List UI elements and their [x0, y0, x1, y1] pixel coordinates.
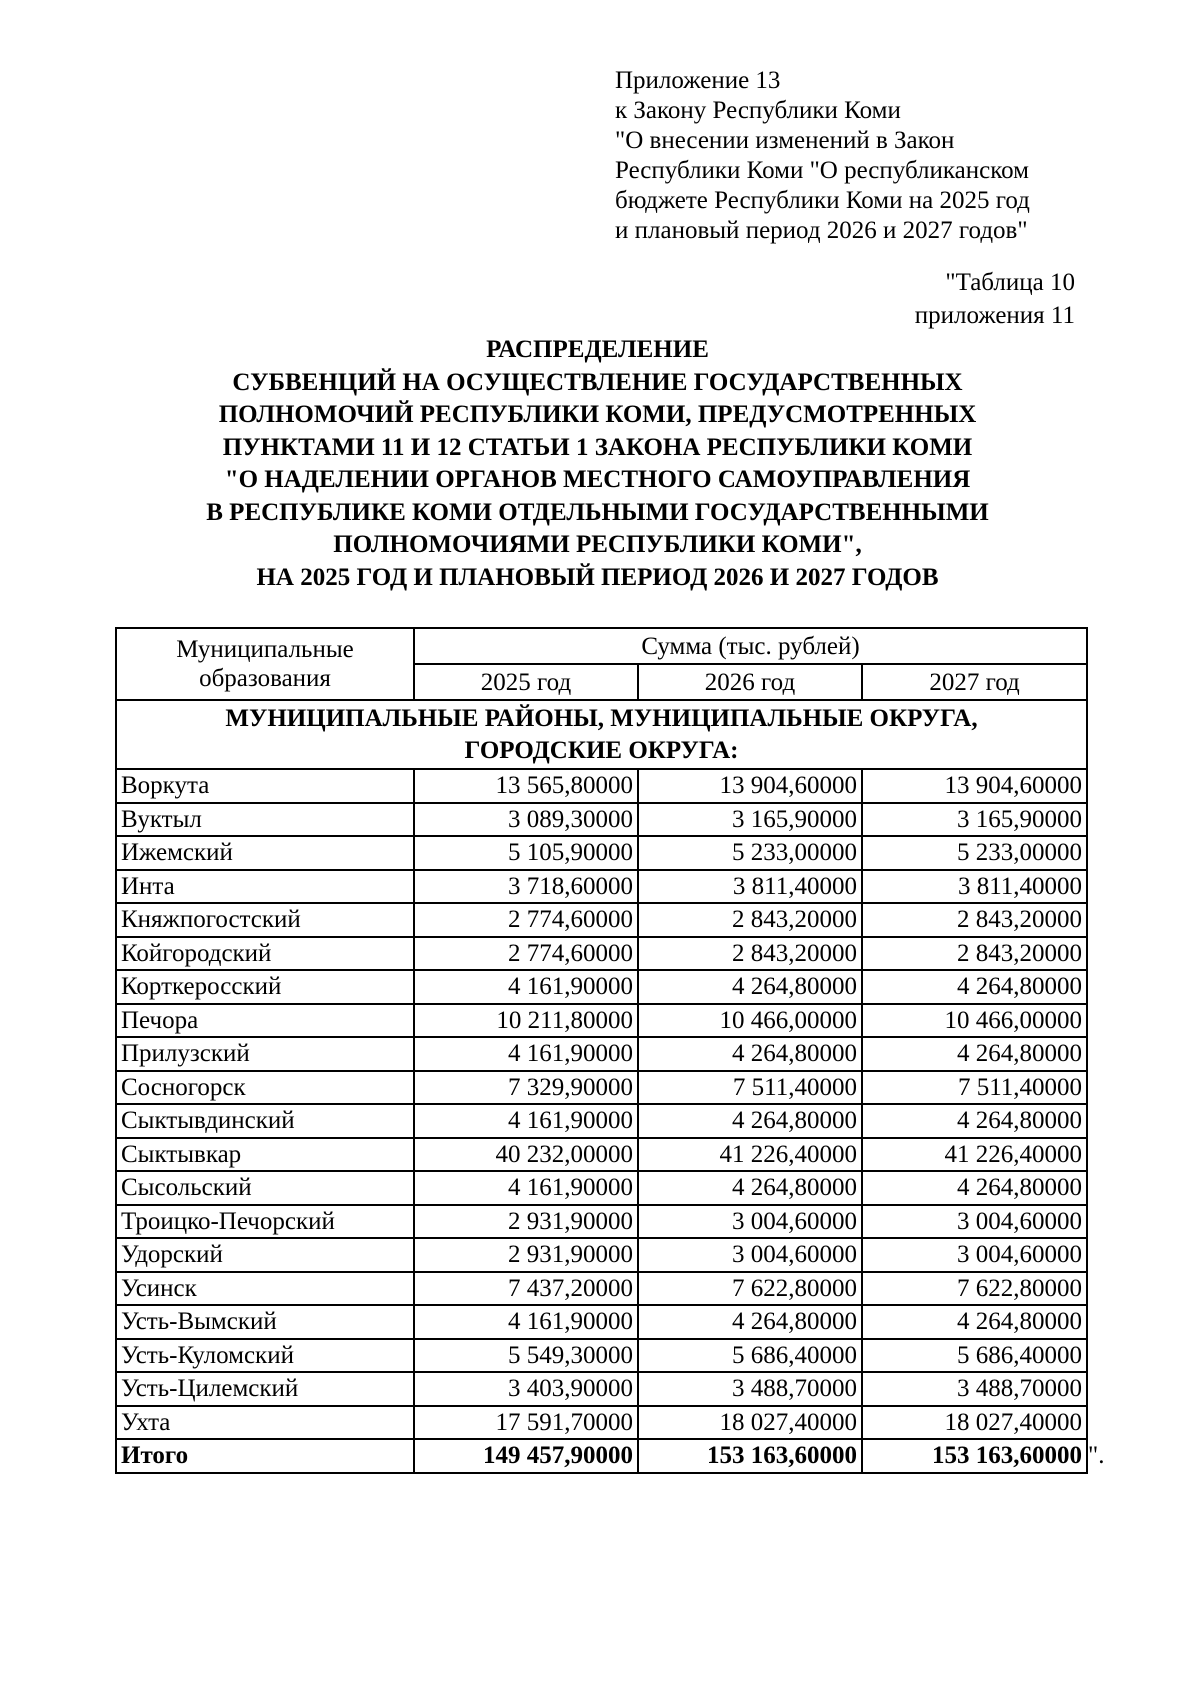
appendix-line: и плановый период 2026 и 2027 годов" [615, 217, 1028, 244]
amount-2026-cell: 2 843,20000 [638, 937, 862, 971]
amount-2026-cell: 3 488,70000 [638, 1372, 862, 1406]
amount-2027-cell: 7 622,80000 [862, 1272, 1087, 1306]
amount-2026-cell: 4 264,80000 [638, 970, 862, 1004]
municipality-name-cell: Воркута [116, 769, 414, 803]
amount-2025-cell: 7 329,90000 [414, 1071, 638, 1105]
amount-2025-cell: 5 549,30000 [414, 1339, 638, 1373]
table-row [116, 1372, 1087, 1406]
table-row [116, 970, 1087, 1004]
year-header: 2026 год [638, 664, 862, 700]
amount-2025-cell: 3 403,90000 [414, 1372, 638, 1406]
municipality-name-cell: Прилузский [116, 1037, 414, 1071]
year-header: 2027 год [862, 664, 1087, 700]
table-row [116, 1104, 1087, 1138]
appendix-line: "О внесении изменений в Закон [615, 127, 955, 154]
table-row [116, 1339, 1087, 1373]
amount-2027-cell: 10 466,00000 [862, 1004, 1087, 1038]
amount-2026-cell: 2 843,20000 [638, 903, 862, 937]
municipality-header-line: образования [199, 665, 331, 692]
amount-2026-cell: 4 264,80000 [638, 1037, 862, 1071]
amount-2027-cell: 4 264,80000 [862, 1305, 1087, 1339]
table-row [116, 803, 1087, 837]
municipality-name-cell: Княжпогостский [116, 903, 414, 937]
table-row [116, 769, 1087, 803]
municipality-name-cell: Троицко-Печорский [116, 1205, 414, 1239]
amount-2025-cell: 149 457,90000 [414, 1439, 638, 1473]
municipality-name-cell: Вуктыл [116, 803, 414, 837]
amount-2027-cell: 13 904,60000 [862, 769, 1087, 803]
municipality-name-cell: Усинск [116, 1272, 414, 1306]
table-row [116, 1238, 1087, 1272]
amount-2025-cell: 10 211,80000 [414, 1004, 638, 1038]
appendix-reference [615, 66, 1175, 246]
amount-2027-cell: 4 264,80000 [862, 1171, 1087, 1205]
municipality-name-cell: Усть-Вымский [116, 1305, 414, 1339]
amount-2025-cell: 2 774,60000 [414, 903, 638, 937]
document-title [110, 334, 1085, 594]
municipality-name-cell: Усть-Куломский [116, 1339, 414, 1373]
appendix-line: бюджете Республики Коми на 2025 год [615, 187, 1030, 214]
municipality-name-cell: Сыктывдинский [116, 1104, 414, 1138]
appendix-line: Республики Коми "О республиканском [615, 157, 1029, 184]
amount-2027-cell: 2 843,20000 [862, 937, 1087, 971]
amount-2025-cell: 3 089,30000 [414, 803, 638, 837]
group-heading-row [116, 700, 1087, 769]
municipality-name-cell: Печора [116, 1004, 414, 1038]
amount-2027-cell: 2 843,20000 [862, 903, 1087, 937]
table-reference-line: приложения 11 [914, 302, 1075, 329]
amount-2027-cell: 4 264,80000 [862, 1037, 1087, 1071]
title-line: РАСПРЕДЕЛЕНИЕ [486, 336, 709, 363]
amount-2026-cell: 3 004,60000 [638, 1205, 862, 1239]
sum-header: Сумма (тыс. рублей) [414, 628, 1087, 664]
table-row [116, 1406, 1087, 1440]
table-reference-line: "Таблица 10 [945, 269, 1075, 296]
total-row [116, 1439, 1087, 1473]
amount-2027-cell: 4 264,80000 [862, 970, 1087, 1004]
amount-2027-cell: 153 163,60000 [862, 1439, 1087, 1473]
amount-2025-cell: 2 774,60000 [414, 937, 638, 971]
municipality-name-cell: Итого [116, 1439, 414, 1473]
title-line: СУБВЕНЦИЙ НА ОСУЩЕСТВЛЕНИЕ ГОСУДАРСТВЕННЫХ [232, 368, 963, 396]
municipality-name-cell: Инта [116, 870, 414, 904]
amount-2027-cell: 18 027,40000 [862, 1406, 1087, 1440]
amount-2026-cell: 4 264,80000 [638, 1305, 862, 1339]
table-row [116, 1071, 1087, 1105]
amount-2026-cell: 4 264,80000 [638, 1171, 862, 1205]
amount-2025-cell: 2 931,90000 [414, 1205, 638, 1239]
amount-2027-cell: 41 226,40000 [862, 1138, 1087, 1172]
table-reference [775, 266, 1075, 332]
table-row [116, 1004, 1087, 1038]
group-heading-line: МУНИЦИПАЛЬНЫЕ РАЙОНЫ, МУНИЦИПАЛЬНЫЕ ОКРУГА, [225, 704, 978, 732]
amount-2026-cell: 7 622,80000 [638, 1272, 862, 1306]
amount-2025-cell: 3 718,60000 [414, 870, 638, 904]
amount-2026-cell: 4 264,80000 [638, 1104, 862, 1138]
table-row [116, 1205, 1087, 1239]
appendix-line: к Закону Республики Коми [615, 97, 901, 124]
table-row [116, 1272, 1087, 1306]
closing-quote: ". [1088, 1442, 1105, 1470]
amount-2025-cell: 4 161,90000 [414, 1104, 638, 1138]
amount-2026-cell: 3 811,40000 [638, 870, 862, 904]
municipality-name-cell: Корткеросский [116, 970, 414, 1004]
municipality-name-cell: Удорский [116, 1238, 414, 1272]
amount-2027-cell: 3 165,90000 [862, 803, 1087, 837]
municipality-header-line: Муниципальные [176, 636, 354, 663]
amount-2025-cell: 4 161,90000 [414, 970, 638, 1004]
amount-2025-cell: 7 437,20000 [414, 1272, 638, 1306]
title-line: НА 2025 ГОД И ПЛАНОВЫЙ ПЕРИОД 2026 И 2027 ГОДОВ [256, 563, 939, 591]
group-heading-line: ГОРОДСКИЕ ОКРУГА: [464, 736, 739, 764]
amount-2025-cell: 5 105,90000 [414, 836, 638, 870]
amount-2027-cell: 3 004,60000 [862, 1205, 1087, 1239]
amount-2025-cell: 13 565,80000 [414, 769, 638, 803]
table-row [116, 1138, 1087, 1172]
amount-2027-cell: 5 686,40000 [862, 1339, 1087, 1373]
table-row [116, 870, 1087, 904]
municipality-name-cell: Ижемский [116, 836, 414, 870]
municipality-name-cell: Ухта [116, 1406, 414, 1440]
table-row [116, 1305, 1087, 1339]
amount-2026-cell: 10 466,00000 [638, 1004, 862, 1038]
amount-2025-cell: 17 591,70000 [414, 1406, 638, 1440]
amount-2027-cell: 3 488,70000 [862, 1372, 1087, 1406]
municipality-name-cell: Сосногорск [116, 1071, 414, 1105]
amount-2026-cell: 13 904,60000 [638, 769, 862, 803]
group-heading [116, 700, 1087, 769]
table-row [116, 836, 1087, 870]
amount-2026-cell: 5 686,40000 [638, 1339, 862, 1373]
municipality-header [116, 628, 414, 700]
table-header-row [116, 628, 1087, 664]
title-line: ПОЛНОМОЧИЯМИ РЕСПУБЛИКИ КОМИ", [333, 531, 862, 558]
amount-2026-cell: 7 511,40000 [638, 1071, 862, 1105]
amount-2027-cell: 3 811,40000 [862, 870, 1087, 904]
title-line: "О НАДЕЛЕНИИ ОРГАНОВ МЕСТНОГО САМОУПРАВЛЕНИЯ [224, 466, 971, 493]
amount-2027-cell: 4 264,80000 [862, 1104, 1087, 1138]
year-header: 2025 год [414, 664, 638, 700]
municipality-name-cell: Сыктывкар [116, 1138, 414, 1172]
amount-2025-cell: 40 232,00000 [414, 1138, 638, 1172]
amount-2026-cell: 18 027,40000 [638, 1406, 862, 1440]
appendix-line: Приложение 13 [615, 67, 781, 94]
municipality-name-cell: Сысольский [116, 1171, 414, 1205]
title-line: ПУНКТАМИ 11 И 12 СТАТЬИ 1 ЗАКОНА РЕСПУБЛИКИ КОМИ [222, 433, 973, 461]
table-row [116, 1171, 1087, 1205]
table-row [116, 903, 1087, 937]
amount-2026-cell: 5 233,00000 [638, 836, 862, 870]
amount-2027-cell: 5 233,00000 [862, 836, 1087, 870]
amount-2027-cell: 7 511,40000 [862, 1071, 1087, 1105]
table-row [116, 937, 1087, 971]
table-row [116, 1037, 1087, 1071]
amount-2026-cell: 3 004,60000 [638, 1238, 862, 1272]
amount-2026-cell: 3 165,90000 [638, 803, 862, 837]
amount-2025-cell: 2 931,90000 [414, 1238, 638, 1272]
title-line: В РЕСПУБЛИКЕ КОМИ ОТДЕЛЬНЫМИ ГОСУДАРСТВЕННЫМИ [206, 498, 989, 526]
municipality-name-cell: Усть-Цилемский [116, 1372, 414, 1406]
title-line: ПОЛНОМОЧИЙ РЕСПУБЛИКИ КОМИ, ПРЕДУСМОТРЕННЫХ [218, 401, 977, 428]
amount-2025-cell: 4 161,90000 [414, 1171, 638, 1205]
subsidy-table [115, 627, 1088, 1474]
municipality-name-cell: Койгородский [116, 937, 414, 971]
amount-2026-cell: 153 163,60000 [638, 1439, 862, 1473]
amount-2025-cell: 4 161,90000 [414, 1037, 638, 1071]
amount-2027-cell: 3 004,60000 [862, 1238, 1087, 1272]
amount-2025-cell: 4 161,90000 [414, 1305, 638, 1339]
amount-2026-cell: 41 226,40000 [638, 1138, 862, 1172]
